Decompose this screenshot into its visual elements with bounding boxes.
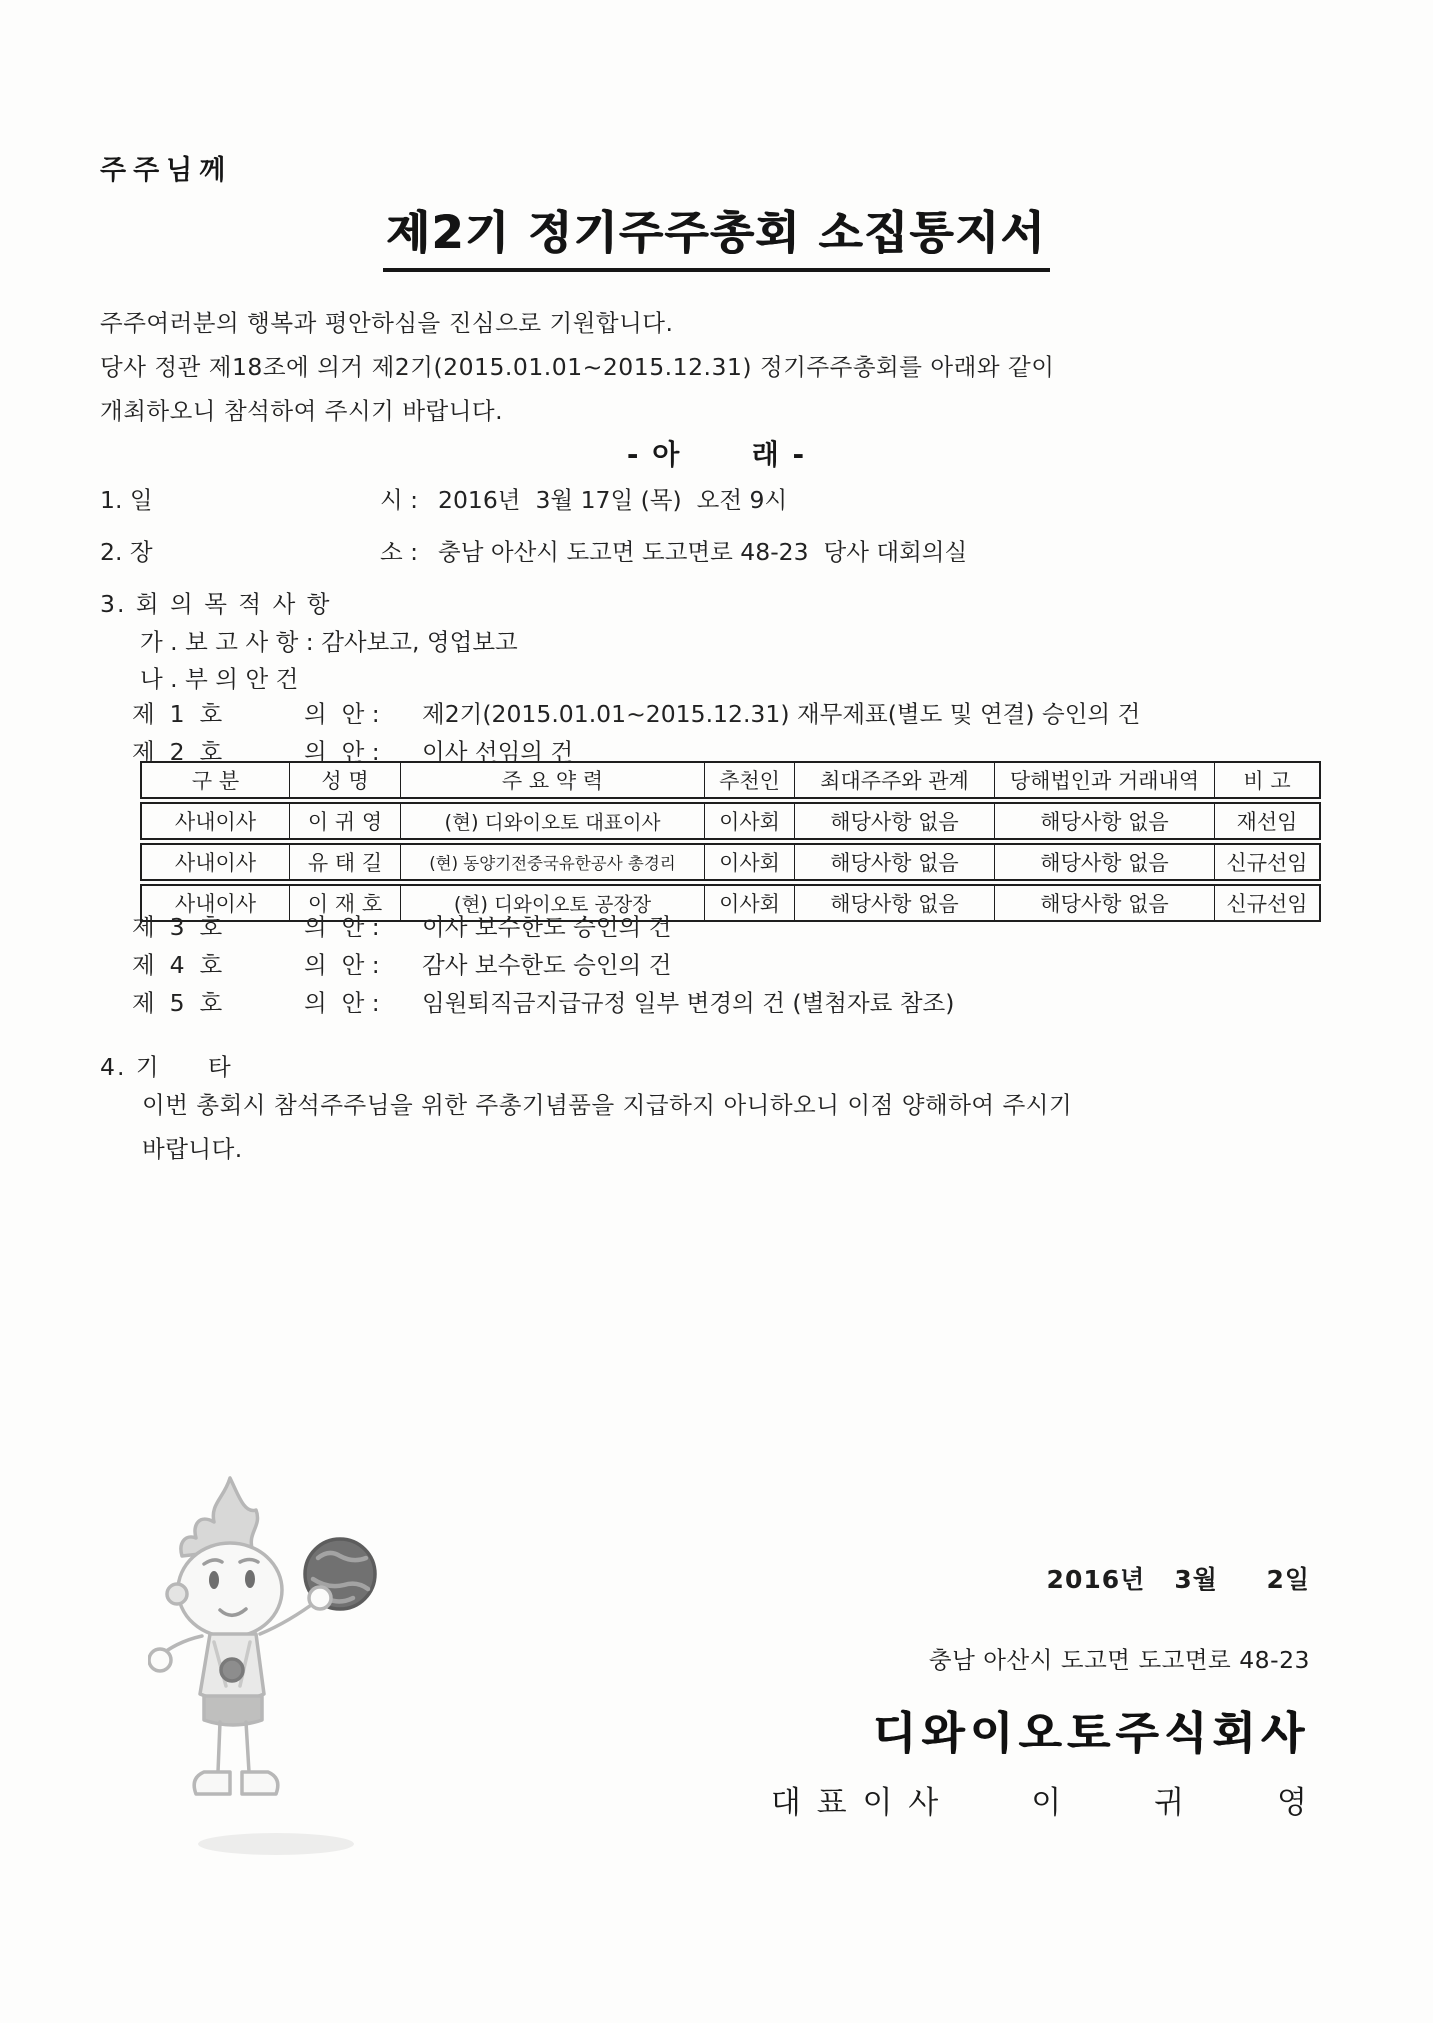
schedule-row-datetime: [100, 481, 787, 515]
agenda-label: 의 안 :: [304, 738, 380, 766]
ceo-signature-line: 대 표 이 사 이 귀 영: [770, 1785, 1310, 1821]
schedule-value: 2016년 3월 17일 (목) 오전 9시: [438, 486, 788, 514]
agenda-item-5: [132, 984, 954, 1018]
cell-relation: 해당사항 없음: [795, 843, 995, 881]
report-label: 가 . 보 고 사 항 :: [140, 628, 322, 656]
col-header-nominator: 추천인: [705, 761, 795, 799]
issue-date: 2016년 3월 2일: [1046, 1565, 1310, 1594]
note-line: 이번 총회시 참석주주님을 위한 주총기념품을 지급하지 아니하오니 이점 양해하여 주시기: [142, 1091, 1073, 1119]
agenda-item-1: [132, 695, 1140, 729]
signature-block: [771, 1560, 1310, 1822]
report-items-row: [140, 623, 518, 657]
agenda-text: 감사 보수한도 승인의 건: [422, 951, 672, 979]
col-header-relation: 최대주주와 관계: [795, 761, 995, 799]
cell-name: 이 재 호: [290, 884, 401, 922]
salutation: 주주님께: [100, 155, 233, 186]
agenda-text: 이사 보수한도 승인의 건: [422, 913, 672, 941]
cell-career: (현) 동양기전중국유한공사 총경리: [401, 843, 705, 881]
intro-line: 주주여러분의 행복과 평안하심을 진심으로 기원합니다.: [100, 309, 674, 337]
company-name: 디와이오토주식회사: [873, 1708, 1310, 1759]
col-header-transactions: 당해법인과 거래내역: [995, 761, 1215, 799]
schedule-prefix: 1. 일: [100, 486, 153, 514]
schedule-value: 충남 아산시 도고면 도고면로 48-23 당사 대회의실: [438, 538, 968, 566]
agenda-item-3: [132, 908, 671, 942]
intro-paragraph: [100, 301, 1054, 433]
schedule-row-place: [100, 533, 967, 567]
globe-mascot-character: [148, 1472, 398, 1867]
agenda-text: 제2기(2015.01.01~2015.12.31) 재무제표(별도 및 연결) 승인의 건: [422, 700, 1141, 728]
agenda-heading: 나 . 부 의 안 건: [140, 665, 299, 693]
col-header-remark: 비 고: [1215, 761, 1321, 799]
intro-line: 당사 정관 제18조에 의거 제2기(2015.01.01~2015.12.31) 정기주주총회를 아래와 같이: [100, 353, 1055, 381]
table-row: [140, 802, 1321, 840]
cell-category: 사내이사: [140, 802, 290, 840]
cell-relation: 해당사항 없음: [795, 802, 995, 840]
cell-nominator: 이사회: [705, 802, 795, 840]
section4-heading: 4. 기 타: [100, 1053, 233, 1081]
below-heading: - 아 래 -: [626, 438, 807, 471]
company-address: 충남 아산시 도고면 도고면로 48-23: [928, 1646, 1310, 1674]
section3-heading: 3. 회 의 목 적 사 항: [100, 590, 332, 618]
cell-transactions: 해당사항 없음: [995, 884, 1215, 922]
agenda-text: 임원퇴직금지급규정 일부 변경의 건 (별첨자료 참조): [422, 989, 955, 1017]
mascot-illustration-icon: [148, 1472, 398, 1867]
col-header-name: 성 명: [290, 761, 401, 799]
cell-name: 이 귀 영: [290, 802, 401, 840]
cell-name: 유 태 길: [290, 843, 401, 881]
agenda-label: 의 안 :: [304, 951, 380, 979]
schedule-key: 시 :: [380, 486, 419, 514]
title-row: [0, 196, 1433, 272]
col-header-category: 구 분: [140, 761, 290, 799]
schedule-key: 소 :: [380, 538, 419, 566]
agenda-no: 제 2 호: [132, 738, 223, 766]
table-header-row: [140, 761, 1321, 799]
note-line: 바랍니다.: [142, 1135, 243, 1163]
agenda-no: 제 1 호: [132, 700, 223, 728]
cell-category: 사내이사: [140, 843, 290, 881]
agenda-label: 의 안 :: [304, 700, 380, 728]
page-title: 제2기 정기주주총회 소집통지서: [383, 196, 1051, 272]
report-value: 감사보고, 영업보고: [321, 628, 518, 656]
schedule-prefix: 2. 장: [100, 538, 153, 566]
cell-career: (현) 디와이오토 대표이사: [401, 802, 705, 840]
cell-nominator: 이사회: [705, 884, 795, 922]
cell-category: 사내이사: [140, 884, 290, 922]
agenda-no: 제 3 호: [132, 913, 223, 941]
agenda-text: 이사 선임의 건: [422, 738, 574, 766]
cell-transactions: 해당사항 없음: [995, 843, 1215, 881]
cell-nominator: 이사회: [705, 843, 795, 881]
cell-remark: 재선임: [1215, 802, 1321, 840]
col-header-career: 주 요 약 력: [401, 761, 705, 799]
cell-remark: 신규선임: [1215, 843, 1321, 881]
agenda-no: 제 5 호: [132, 989, 223, 1017]
intro-line: 개최하오니 참석하여 주시기 바랍니다.: [100, 397, 504, 425]
agenda-label: 의 안 :: [304, 913, 380, 941]
agenda-no: 제 4 호: [132, 951, 223, 979]
table-row: [140, 843, 1321, 881]
cell-relation: 해당사항 없음: [795, 884, 995, 922]
cell-transactions: 해당사항 없음: [995, 802, 1215, 840]
agenda-label: 의 안 :: [304, 989, 380, 1017]
cell-career: (현) 디와이오토 공장장: [401, 884, 705, 922]
director-candidates-table: [140, 758, 1321, 925]
agenda-item-4: [132, 946, 671, 980]
cell-remark: 신규선임: [1215, 884, 1321, 922]
